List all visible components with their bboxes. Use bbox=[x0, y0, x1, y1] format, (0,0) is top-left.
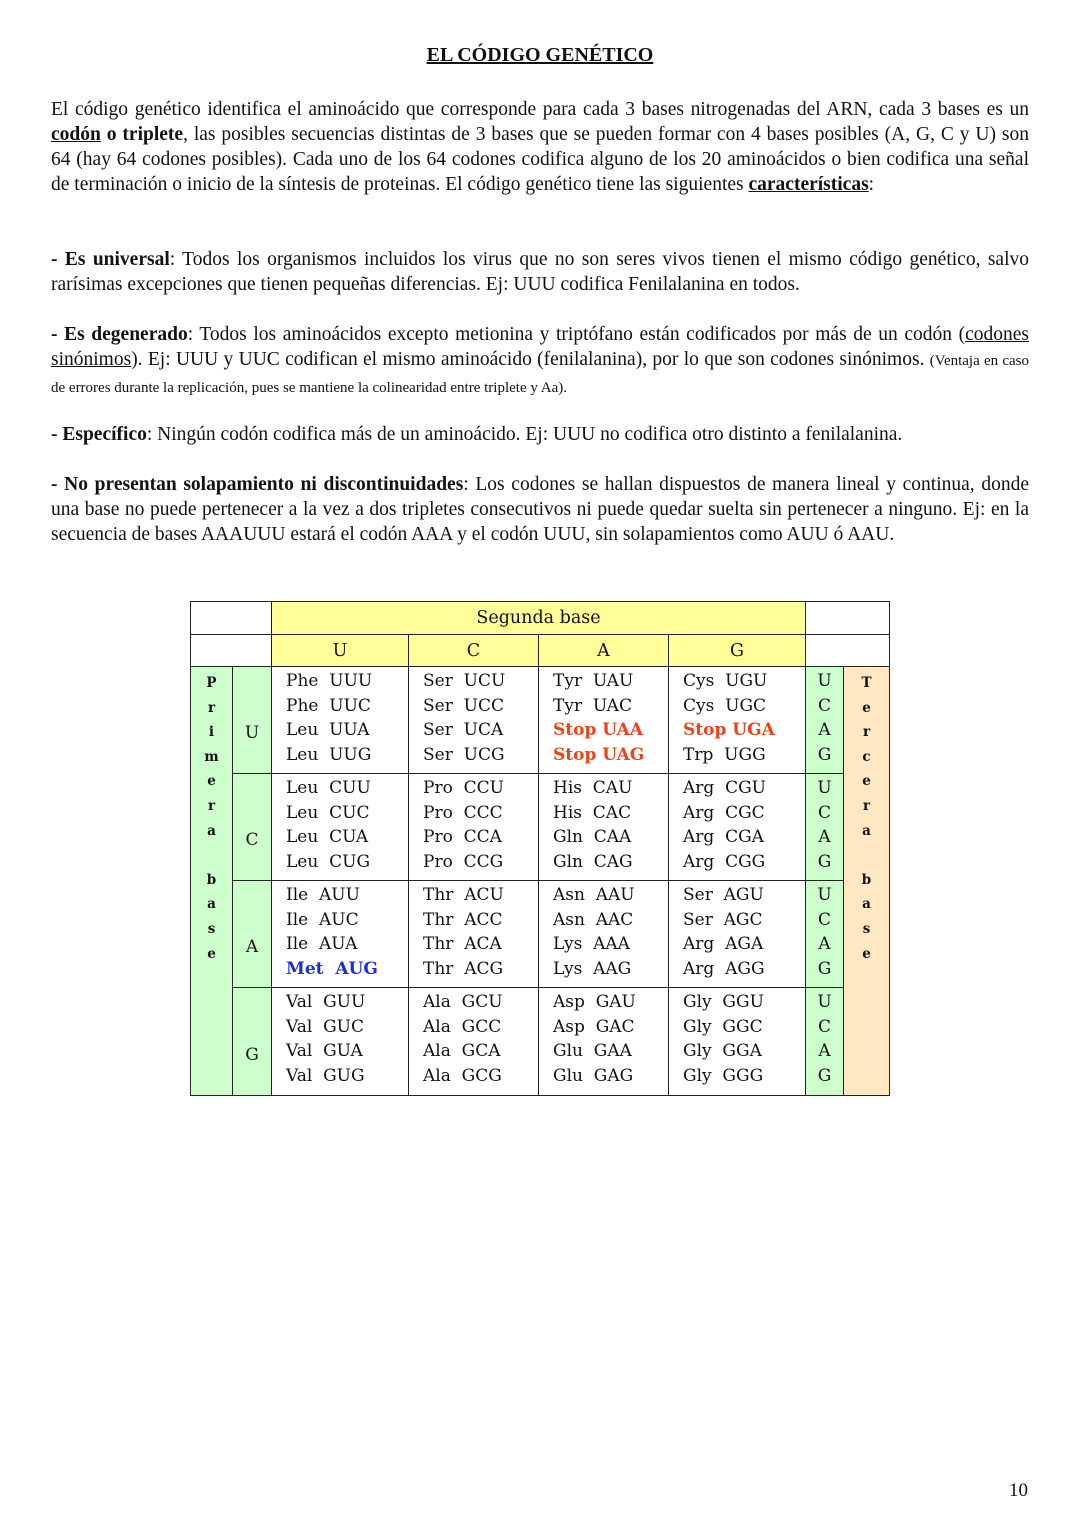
codon-entry: Ser UCA bbox=[423, 720, 504, 741]
codon-entry: Glu GAG bbox=[553, 1065, 634, 1086]
codon-entry: Leu CUA bbox=[286, 827, 369, 848]
tercera-base-letter: s bbox=[862, 920, 871, 937]
codon-entry: Trp UGG bbox=[683, 744, 766, 765]
page-number: 10 bbox=[1009, 1480, 1028, 1501]
codon-entry: Ile AUC bbox=[286, 909, 359, 930]
codon-entry: Ser UCG bbox=[423, 744, 505, 765]
codon-entry: Pro CCG bbox=[423, 851, 504, 872]
codon-group bbox=[539, 881, 669, 988]
corner-cell bbox=[191, 635, 272, 667]
third-base-letter: G bbox=[817, 851, 832, 872]
corner-cell bbox=[191, 602, 272, 635]
universal-paragraph: - Es universal: Todos los organismos incluidos los virus que no son seres vivos tienen el mismo código genético, salvo rarísimas excepciones que tienen pequeñas diferencias. Ej: UUU codifica Fenilalanina en todos. bbox=[51, 249, 1029, 295]
codon-entry: Lys AAA bbox=[553, 934, 630, 955]
codon-entry: His CAC bbox=[553, 802, 632, 823]
third-base-letter: A bbox=[818, 934, 831, 955]
codon-entry: Asp GAC bbox=[553, 1016, 635, 1037]
codon-entry: Ala GCA bbox=[423, 1041, 501, 1062]
tercera-base-letter: b bbox=[861, 871, 872, 888]
codon-entry: Ala GCC bbox=[423, 1016, 502, 1037]
codon-entry: Pro CCC bbox=[423, 802, 503, 823]
first-base-C: C bbox=[233, 774, 272, 881]
codon-entry: Thr ACC bbox=[423, 909, 503, 930]
codon-entry: Thr ACG bbox=[423, 958, 504, 979]
degenerado-label: - Es degenerado bbox=[51, 324, 188, 345]
primera-base-letter: s bbox=[207, 920, 216, 937]
primera-base-letter: e bbox=[207, 773, 216, 790]
codon-group bbox=[539, 774, 669, 881]
codon-entry: Pro CCA bbox=[423, 827, 502, 848]
caracteristicas-term: características bbox=[748, 174, 869, 195]
tercera-base-letter: c bbox=[862, 748, 871, 765]
codon-entry: Gln CAA bbox=[553, 827, 632, 848]
third-base-group bbox=[806, 667, 844, 774]
codon-group bbox=[669, 774, 806, 881]
primera-base-letter: i bbox=[208, 724, 215, 741]
codon-entry: Glu GAA bbox=[553, 1041, 632, 1062]
primera-base-letter: a bbox=[207, 822, 216, 839]
primera-base-letter: r bbox=[207, 797, 216, 814]
codon-group bbox=[272, 667, 409, 774]
codon-entry: Lys AAG bbox=[553, 958, 632, 979]
third-base-group bbox=[806, 774, 844, 881]
codon-entry: Leu UUG bbox=[286, 744, 372, 765]
col-head: U bbox=[272, 635, 409, 667]
codon-entry: Val GUU bbox=[286, 992, 366, 1012]
codon-entry: Stop UAA bbox=[553, 720, 643, 741]
codon-entry: Ser UCU bbox=[423, 671, 506, 691]
codon-entry: Ser UCC bbox=[423, 695, 504, 716]
degenerado-paragraph: - Es degenerado: Todos los aminoácidos excepto metionina y triptófano están codificados por más de un codón (codones sinónimos). Ej: UUU y UUC codifican el mismo aminoácido (fenilalanina), por lo que son codones sinónimos. (Ventaja en caso de errores durante la replicación, pues se mantiene la colinearidad entre triplete y Aa). bbox=[51, 324, 1030, 396]
third-base-letter: C bbox=[818, 909, 832, 930]
degenerado-note: (Ventaja en caso de errores durante la replicación, pues se mantiene la colinearidad entre triplete y Aa). bbox=[51, 353, 1029, 396]
codon-entry: Arg CGC bbox=[683, 802, 765, 823]
third-base-letter: G bbox=[817, 958, 832, 979]
codon-entry: Ser AGC bbox=[683, 909, 763, 930]
primera-base-letter: P bbox=[206, 675, 217, 691]
codon-entry: Gly GGG bbox=[683, 1065, 764, 1086]
solapamiento-label: - No presentan solapamiento ni discontinuidades bbox=[51, 474, 464, 495]
codon-entry: Phe UUU bbox=[286, 671, 373, 691]
tercera-base-letter: r bbox=[862, 797, 871, 814]
codon-entry: Ala GCU bbox=[423, 992, 503, 1012]
especifico-label: - Específico bbox=[51, 424, 147, 445]
segunda-base-header: Segunda base bbox=[272, 602, 806, 635]
primera-base-letter bbox=[191, 843, 232, 868]
corner-cell-right bbox=[806, 635, 890, 667]
codon-group bbox=[272, 881, 409, 988]
codon-entry: Arg AGA bbox=[683, 934, 764, 955]
tercera-base-letter: e bbox=[862, 773, 871, 790]
codon-group bbox=[539, 988, 669, 1096]
codon-group bbox=[409, 988, 539, 1096]
universal-label: - Es universal bbox=[51, 249, 170, 270]
tercera-base-letter: T bbox=[861, 675, 872, 691]
third-base-group bbox=[806, 881, 844, 988]
codon-entry: Cys UGU bbox=[683, 671, 768, 691]
codon-entry: Thr ACA bbox=[423, 934, 502, 955]
tercera-base-label bbox=[844, 667, 890, 1096]
codon-group bbox=[539, 667, 669, 774]
primera-base-label bbox=[191, 667, 233, 1096]
primera-base-letter: m bbox=[204, 748, 219, 765]
intro-paragraph: El código genético identifica el aminoácido que corresponde para cada 3 bases nitrogenadas del ARN, cada 3 bases es un codón o triplete, las posibles secuencias distintas de 3 bases que se pueden formar con 4 bases posibles (A, G, C y U) son 64 (hay 64 codones posibles). Cada uno de los 64 codones codifica alguno de los 20 aminoácidos o bien codifica una señal de terminación o inicio de la síntesis de proteinas. El código genético tiene las siguientes características: bbox=[51, 99, 1029, 195]
codon-entry: Leu CUG bbox=[286, 851, 371, 872]
third-base-letter: C bbox=[818, 695, 832, 716]
codon-entry: Asn AAU bbox=[553, 885, 635, 905]
codon-entry: Ser AGU bbox=[683, 885, 764, 905]
corner-cell-right bbox=[806, 602, 890, 635]
tercera-base-letter: e bbox=[862, 945, 871, 962]
codon-entry: Arg CGU bbox=[683, 778, 767, 798]
codon-term: codón bbox=[51, 124, 101, 145]
codon-entry: Gly GGC bbox=[683, 1016, 763, 1037]
third-base-letter: U bbox=[817, 992, 832, 1012]
codon-group bbox=[409, 774, 539, 881]
codon-entry: Stop UGA bbox=[683, 720, 775, 741]
codon-entry: Tyr UAU bbox=[553, 671, 634, 691]
third-base-letter: A bbox=[818, 827, 831, 848]
tercera-base-letter bbox=[844, 843, 889, 868]
codon-entry: His CAU bbox=[553, 778, 633, 798]
codon-group bbox=[669, 881, 806, 988]
codon-entry: Cys UGC bbox=[683, 695, 767, 716]
page-title: EL CÓDIGO GENÉTICO bbox=[426, 44, 654, 66]
third-base-letter: C bbox=[818, 1016, 832, 1037]
codon-entry: Asn AAC bbox=[553, 909, 634, 930]
col-head: A bbox=[539, 635, 669, 667]
codon-entry: Leu UUA bbox=[286, 720, 370, 741]
triplete-term: o triplete bbox=[100, 124, 184, 145]
codon-entry: Arg AGG bbox=[683, 958, 765, 979]
codon-group bbox=[669, 667, 806, 774]
codon-entry: Val GUG bbox=[286, 1065, 365, 1086]
third-base-letter: U bbox=[817, 885, 832, 905]
primera-base-letter: r bbox=[207, 699, 216, 716]
codon-entry: Asp GAU bbox=[553, 992, 636, 1012]
codon-entry: Ala GCG bbox=[423, 1065, 502, 1086]
codon-entry: Leu CUC bbox=[286, 802, 370, 823]
col-head: G bbox=[669, 635, 806, 667]
third-base-letter: G bbox=[817, 744, 832, 765]
codon-group bbox=[409, 881, 539, 988]
tercera-base-letter: e bbox=[862, 699, 871, 716]
primera-base-letter: b bbox=[206, 871, 217, 888]
tercera-base-letter: r bbox=[862, 724, 871, 741]
first-base-U: U bbox=[233, 667, 272, 774]
primera-base-letter: e bbox=[207, 945, 216, 962]
tercera-base-letter: a bbox=[862, 822, 871, 839]
codon-group bbox=[409, 667, 539, 774]
especifico-paragraph: - Específico: Ningún codón codifica más de un aminoácido. Ej: UUU no codifica otro distinto a fenilalanina. bbox=[51, 424, 903, 445]
genetic-code-table bbox=[190, 601, 890, 1096]
solapamiento-paragraph: - No presentan solapamiento ni discontinuidades: Los codones se hallan dispuestos de manera lineal y continua, donde una base no puede pertenecer a la vez a dos tripletes consecutivos ni puede quedar suelta sin pertenecer a ninguno. Ej: en la secuencia de bases AAAUUU estará el codón AAA y el codón UUU, sin solapamientos como AUU ó AAU. bbox=[51, 474, 1029, 545]
codon-entry: Pro CCU bbox=[423, 778, 504, 798]
codon-entry: Tyr UAC bbox=[553, 695, 632, 716]
codon-entry: Ile AUA bbox=[286, 934, 358, 955]
codon-group bbox=[272, 988, 409, 1096]
codon-entry: Arg CGG bbox=[683, 851, 766, 872]
first-base-G: G bbox=[233, 988, 272, 1096]
codon-entry: Met AUG bbox=[286, 958, 378, 979]
codon-entry: Stop UAG bbox=[553, 744, 645, 765]
codon-entry: Ile AUU bbox=[286, 885, 360, 905]
third-base-letter: U bbox=[817, 778, 832, 798]
primera-base-letter: a bbox=[207, 896, 216, 913]
third-base-letter: A bbox=[818, 720, 831, 741]
codon-entry: Gly GGA bbox=[683, 1041, 762, 1062]
codon-entry: Gln CAG bbox=[553, 851, 633, 872]
codon-entry: Val GUA bbox=[286, 1041, 363, 1062]
tercera-base-letter: a bbox=[862, 896, 871, 913]
codon-entry: Leu CUU bbox=[286, 778, 371, 798]
third-base-letter: C bbox=[818, 802, 832, 823]
codon-entry: Arg CGA bbox=[683, 827, 764, 848]
third-base-group bbox=[806, 988, 844, 1096]
codon-entry: Thr ACU bbox=[423, 885, 504, 905]
third-base-letter: U bbox=[817, 671, 832, 691]
codon-group bbox=[272, 774, 409, 881]
third-base-letter: G bbox=[817, 1065, 832, 1086]
codon-entry: Phe UUC bbox=[286, 695, 371, 716]
codon-entry: Gly GGU bbox=[683, 992, 764, 1012]
third-base-letter: A bbox=[818, 1041, 831, 1062]
col-head: C bbox=[409, 635, 539, 667]
first-base-A: A bbox=[233, 881, 272, 988]
codon-entry: Val GUC bbox=[286, 1016, 365, 1037]
codon-group bbox=[669, 988, 806, 1096]
